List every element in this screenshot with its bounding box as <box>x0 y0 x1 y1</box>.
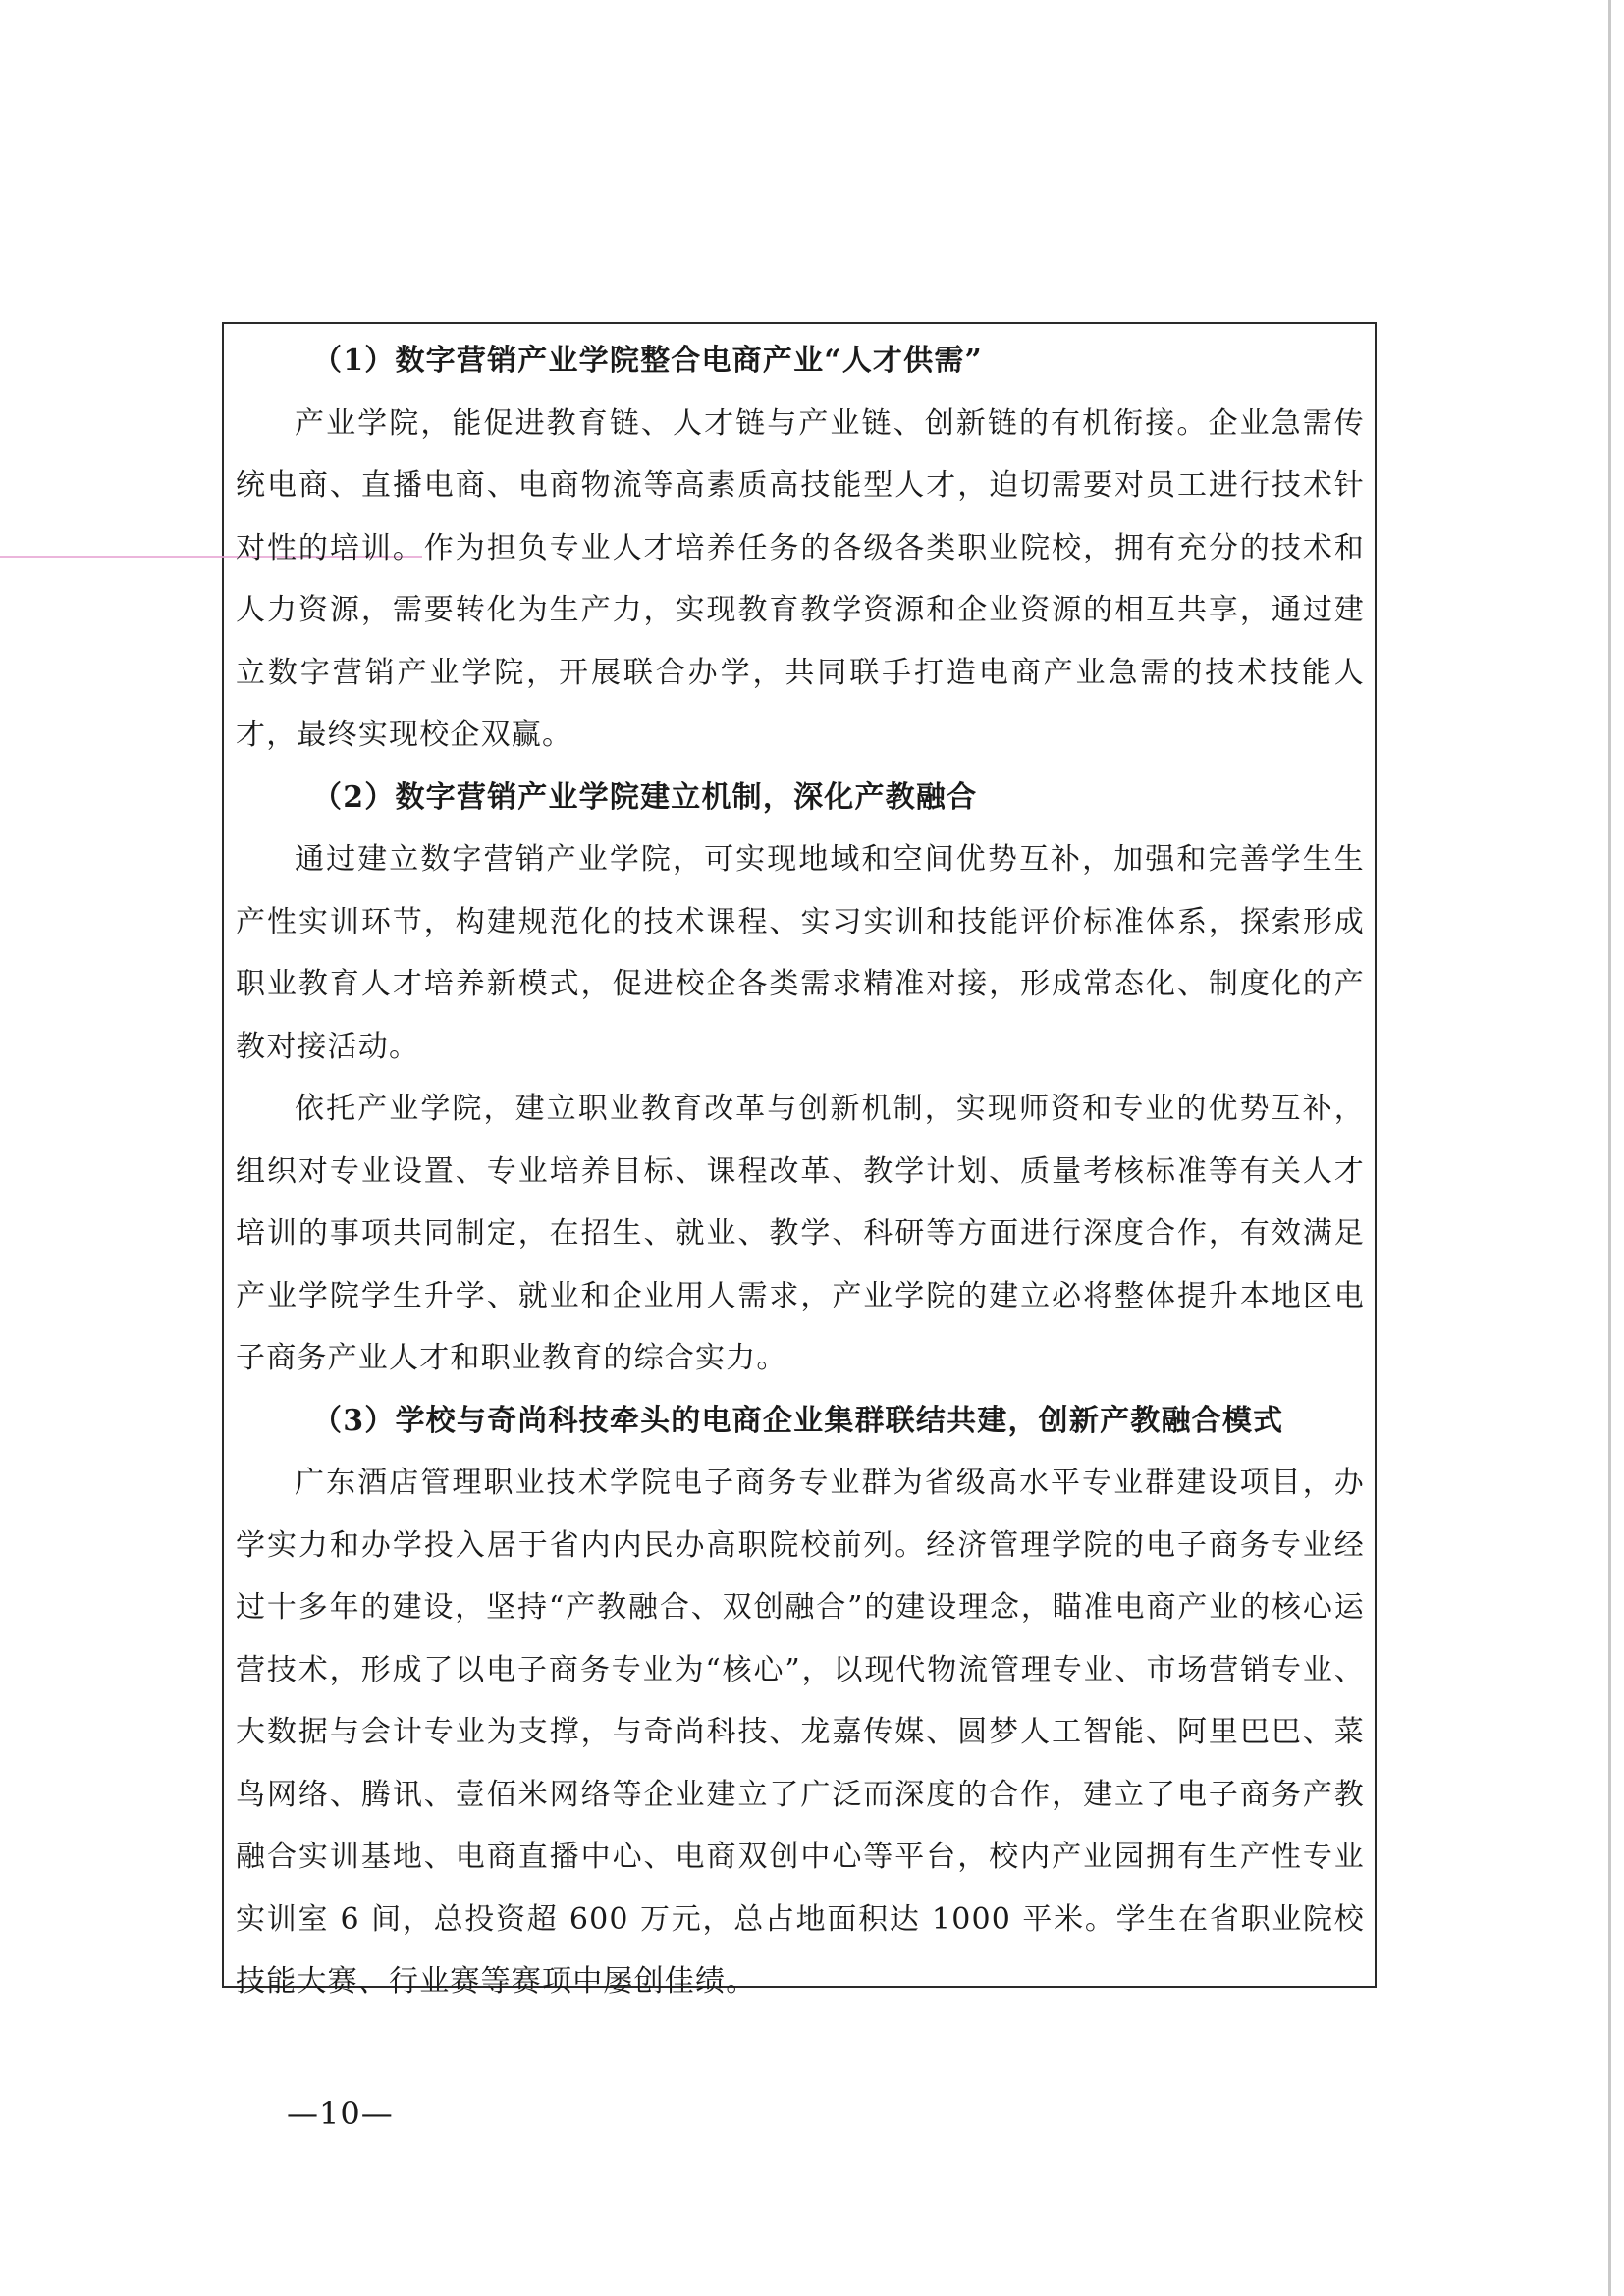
page-edge-shadow <box>1608 0 1611 2296</box>
section-2-heading: （2）数字营销产业学院建立机制，深化产教融合 <box>312 779 978 815</box>
section-3-heading: （3）学校与奇尚科技牵头的电商企业集群联结共建，创新产教融合模式 <box>312 1403 1284 1438</box>
section-1-paragraph-1: 产业学院，能促进教育链、人才链与产业链、创新链的有机衔接。企业急需传统电商、直播电商、电商物流等高素质高技能型人才，迫切需要对员工进行技术针对性的培训。作为担负专业人才培养任务的各级各类职业院校，拥有充分的技术和人力资源，需要转化为生产力，实现教育教学资源和企业资源的相互共享，通过建立数字营销产业学院，开展联合办学，共同联手打造电商产业急需的技术技能人才，最终实现校企双赢。 <box>236 405 1365 752</box>
section-2-paragraph-1: 通过建立数字营销产业学院，可实现地域和空间优势互补，加强和完善学生生产性实训环节，构建规范化的技术课程、实习实训和技能评价标准体系，探索形成职业教育人才培养新模式，促进校企各类需求精准对接，形成常态化、制度化的产教对接活动。 <box>236 842 1365 1064</box>
section-3-paragraph-1: 广东酒店管理职业技术学院电子商务专业群为省级高水平专业群建设项目，办学实力和办学投入居于省内内民办高职院校前列。经济管理学院的电子商务专业经过十多年的建设，坚持“产教融合、双创融合”的建设理念，瞄准电商产业的核心运营技术，形成了以电子商务专业为“核心”，以现代物流管理专业、市场营销专业、大数据与会计专业为支撑，与奇尚科技、龙嘉传媒、圆梦人工智能、阿里巴巴、菜鸟网络、腾讯、壹佰米网络等企业建立了广泛而深度的合作，建立了电子商务产教融合实训基地、电商直播中心、电商双创中心等平台，校内产业园拥有生产性专业实训室 6 间，总投资超 600 万元，总占地面积达 1000 平米。学生在省职业院校技能大赛、行业赛等赛项中屡创佳绩。 <box>236 1466 1365 1999</box>
document-body <box>236 330 1365 2013</box>
section-2-paragraph-2: 依托产业学院，建立职业教育改革与创新机制，实现师资和专业的优势互补，组织对专业设置、专业培养目标、课程改革、教学计划、质量考核标准等有关人才培训的事项共同制定，在招生、就业、教学、科研等方面进行深度合作，有效满足产业学院学生升学、就业和企业用人需求，产业学院的建立必将整体提升本地区电子商务产业人才和职业教育的综合实力。 <box>236 1092 1365 1375</box>
page-number: —10— <box>287 2095 394 2132</box>
section-1-heading: （1）数字营销产业学院整合电商产业“人才供需” <box>312 344 983 378</box>
